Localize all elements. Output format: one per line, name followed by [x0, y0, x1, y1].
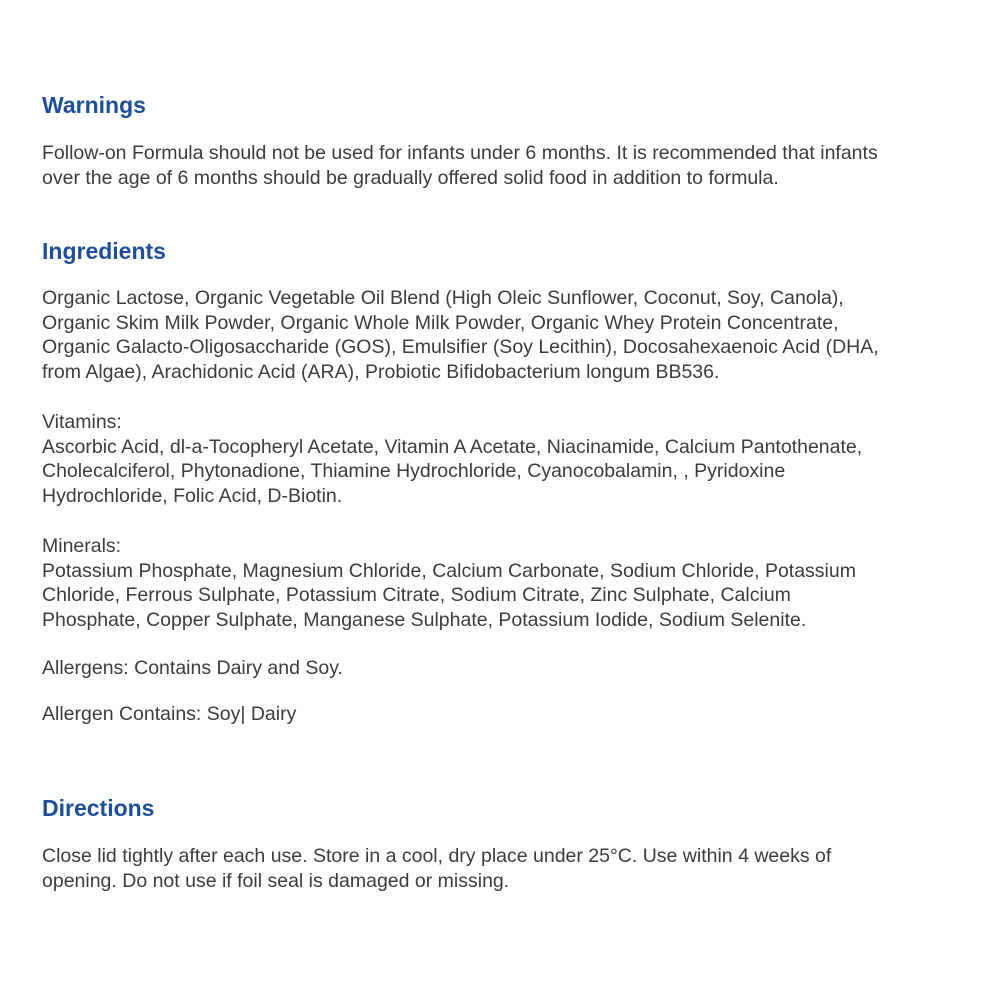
ingredients-line: Organic Skim Milk Powder, Organic Whole Milk Powder, Organic Whey Protein Concentrate, [42, 311, 839, 334]
minerals-line: Chloride, Ferrous Sulphate, Potassium Citrate, Sodium Citrate, Zinc Sulphate, Calcium [42, 584, 791, 607]
ingredients-line: Organic Lactose, Organic Vegetable Oil Blend (High Oleic Sunflower, Coconut, Soy, Canola), [42, 287, 844, 309]
directions-line: Close lid tightly after each use. Store in a cool, dry place under 25°C. Use within 4 weeks of [42, 845, 832, 867]
vitamins-line: Ascorbic Acid, dl-a-Tocopheryl Acetate, Vitamin A Acetate, Niacinamide, Calcium Pantothenate, [42, 435, 863, 458]
ingredients-text [42, 286, 962, 385]
ingredients-heading: Ingredients [42, 238, 166, 264]
ingredients-line: Organic Galacto-Oligosaccharide (GOS), Emulsifier (Soy Lecithin), Docosahexaenoic Acid (DHA, [42, 336, 879, 359]
minerals-line: Phosphate, Copper Sulphate, Manganese Sulphate, Potassium Iodide, Sodium Selenite. [42, 609, 807, 632]
ingredients-line: from Algae), Arachidonic Acid (ARA), Probiotic Bifidobacterium longum BB536. [42, 361, 720, 384]
warnings-heading: Warnings [42, 92, 146, 118]
vitamins-line: Hydrochloride, Folic Acid, D-Biotin. [42, 485, 343, 508]
allergen-contains-line: Allergen Contains: Soy| Dairy [42, 703, 297, 725]
directions-heading: Directions [42, 795, 155, 821]
directions-line: opening. Do not use if foil seal is damaged or missing. [42, 869, 510, 892]
warnings-line: over the age of 6 months should be gradually offered solid food in addition to formula. [42, 166, 779, 189]
vitamins-text [42, 410, 962, 509]
minerals-text [42, 534, 962, 633]
directions-text [42, 844, 962, 893]
warnings-line: Follow-on Formula should not be used for infants under 6 months. It is recommended that infants [42, 142, 878, 164]
allergens-line: Allergens: Contains Dairy and Soy. [42, 657, 343, 679]
allergens-text [42, 656, 962, 681]
minerals-label: Minerals: [42, 535, 122, 557]
minerals-line: Potassium Phosphate, Magnesium Chloride, Calcium Carbonate, Sodium Chloride, Potassium [42, 559, 856, 582]
allergen-contains-text [42, 702, 962, 727]
warnings-text [42, 141, 962, 190]
vitamins-line: Cholecalciferol, Phytonadione, Thiamine Hydrochloride, Cyanocobalamin, , Pyridoxine [42, 460, 786, 483]
vitamins-label: Vitamins: [42, 411, 122, 433]
